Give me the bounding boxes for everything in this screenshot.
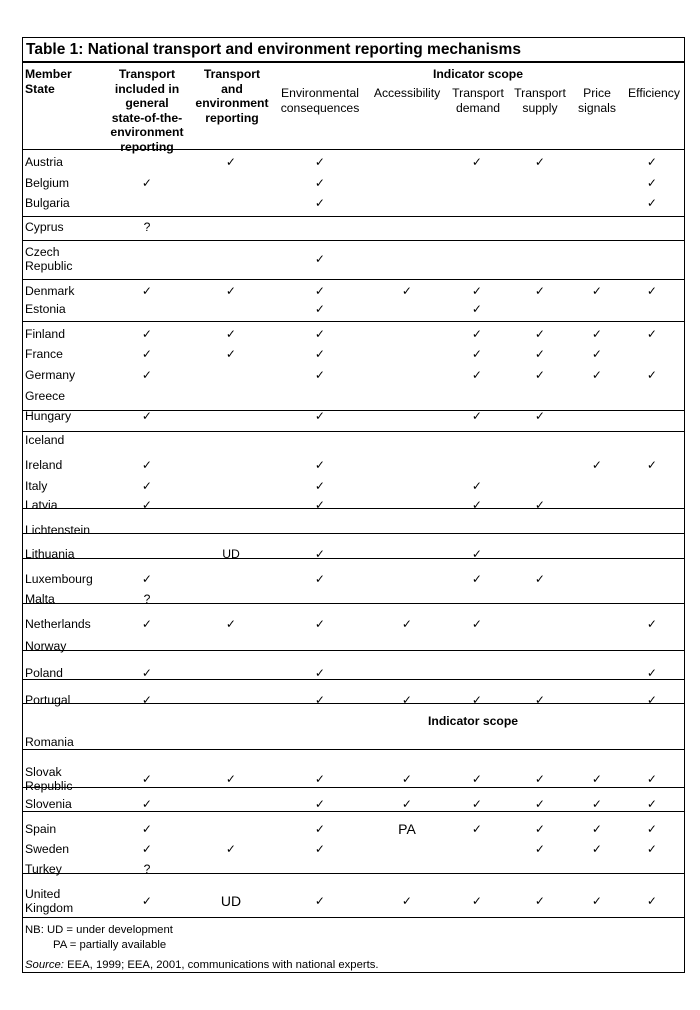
member-state-name-line: Kingdom — [25, 901, 74, 915]
row-divider — [23, 603, 684, 604]
check-mark-icon: ✓ — [141, 693, 153, 707]
header-transport-env-reporting — [191, 67, 273, 125]
check-mark-icon: ✓ — [646, 693, 658, 707]
check-mark-icon: ✓ — [141, 842, 153, 856]
row-divider — [23, 679, 684, 680]
member-state-name-line: Belgium — [25, 176, 70, 190]
check-mark-icon: ✓ — [225, 842, 237, 856]
row-divider — [23, 149, 684, 150]
member-state-name — [25, 220, 64, 234]
check-mark-icon: ✓ — [314, 176, 326, 190]
check-mark-icon: ✓ — [471, 284, 483, 298]
status-code: PA — [398, 821, 416, 837]
check-mark-icon: ✓ — [471, 409, 483, 423]
check-mark-icon: ✓ — [534, 498, 546, 512]
check-mark-icon: ✓ — [401, 617, 413, 631]
member-state-name-line: Estonia — [25, 302, 66, 316]
check-mark-icon: ✓ — [591, 458, 603, 472]
member-state-name — [25, 176, 69, 190]
row-divider — [23, 558, 684, 559]
member-state-name-line: Republic — [25, 259, 73, 273]
check-mark-icon: ✓ — [471, 347, 483, 361]
member-state-name-line: Greece — [25, 389, 65, 403]
check-mark-icon: ✓ — [314, 155, 326, 169]
member-state-name-line: Norway — [25, 639, 67, 653]
member-state-name — [25, 735, 74, 749]
header-transport-in-soe-line: state-of-the- — [111, 110, 183, 125]
check-mark-icon: ✓ — [471, 822, 483, 836]
member-state-name — [25, 389, 65, 403]
check-mark-icon: ✓ — [141, 458, 153, 472]
check-mark-icon: ✓ — [534, 368, 546, 382]
member-state-name — [25, 765, 72, 793]
row-divider — [23, 410, 684, 411]
check-mark-icon: ✓ — [314, 617, 326, 631]
check-mark-icon: ✓ — [646, 368, 658, 382]
header-environmental-consequences-line: consequences — [280, 100, 360, 115]
header-efficiency-line: Efficiency — [628, 86, 680, 100]
row-divider — [23, 650, 684, 651]
check-mark-icon: ✓ — [534, 284, 546, 298]
check-mark-icon: ✓ — [646, 797, 658, 811]
header-indicator-scope — [378, 67, 578, 82]
row-divider — [23, 811, 684, 812]
check-mark-icon: ✓ — [534, 693, 546, 707]
check-mark-icon: ✓ — [591, 772, 603, 786]
check-mark-icon: ✓ — [591, 842, 603, 856]
footnote-ud: NB: UD = under development — [25, 924, 173, 936]
member-state-name-line: Portugal — [25, 693, 71, 707]
member-state-name-line: Turkey — [25, 862, 62, 876]
row-divider — [23, 749, 684, 750]
member-state-name-line: Romania — [25, 735, 74, 749]
check-mark-icon: ✓ — [141, 572, 153, 586]
check-mark-icon: ✓ — [314, 409, 326, 423]
check-mark-icon: ✓ — [314, 894, 326, 908]
header-member-state-line: Member — [25, 67, 72, 81]
header-efficiency — [623, 86, 685, 101]
check-mark-icon: ✓ — [471, 797, 483, 811]
header-transport-in-soe-line: included in — [114, 81, 180, 96]
header-transport-env-reporting-line: Transport — [203, 67, 261, 81]
member-state-name — [25, 498, 58, 512]
member-state-name — [25, 842, 69, 856]
header-transport-env-reporting-line: reporting — [205, 110, 259, 125]
check-mark-icon: ✓ — [534, 347, 546, 361]
check-mark-icon: ✓ — [471, 772, 483, 786]
check-mark-icon: ✓ — [534, 842, 546, 856]
check-mark-icon: ✓ — [314, 327, 326, 341]
row-divider — [23, 873, 684, 874]
check-mark-icon: ✓ — [225, 284, 237, 298]
check-mark-icon: ✓ — [591, 368, 603, 382]
header-price-signals — [571, 86, 623, 115]
check-mark-icon: ✓ — [141, 666, 153, 680]
header-transport-supply-line: Transport — [514, 86, 566, 100]
member-state-name-line: Republic — [25, 779, 73, 793]
row-divider — [23, 533, 684, 534]
header-transport-in-soe-line: Transport — [118, 67, 176, 81]
member-state-name — [25, 666, 63, 680]
check-mark-icon: ✓ — [534, 409, 546, 423]
header-indicator-scope-line: Indicator scope — [432, 67, 524, 81]
header-price-signals-line: signals — [578, 100, 616, 115]
check-mark-icon: ✓ — [646, 666, 658, 680]
member-state-name-line: Malta — [25, 592, 55, 606]
row-divider — [23, 917, 684, 918]
check-mark-icon: ✓ — [314, 479, 326, 493]
member-state-name-line: Slovak — [25, 765, 62, 779]
member-state-name-line: Austria — [25, 155, 63, 169]
row-divider — [23, 703, 684, 704]
check-mark-icon: ✓ — [141, 347, 153, 361]
member-state-name-line: Czech — [25, 245, 60, 259]
check-mark-icon: ✓ — [471, 302, 483, 316]
check-mark-icon: ✓ — [534, 772, 546, 786]
check-mark-icon: ✓ — [314, 772, 326, 786]
member-state-name — [25, 347, 63, 361]
check-mark-icon: ✓ — [141, 894, 153, 908]
check-mark-icon: ✓ — [314, 693, 326, 707]
check-mark-icon: ✓ — [471, 498, 483, 512]
indicator-scope-repeat-heading: Indicator scope — [428, 714, 519, 728]
row-divider — [23, 508, 684, 509]
check-mark-icon: ✓ — [534, 572, 546, 586]
check-mark-icon: ✓ — [646, 284, 658, 298]
check-mark-icon: ✓ — [591, 347, 603, 361]
check-mark-icon: ✓ — [314, 284, 326, 298]
member-state-name-line: Luxembourg — [25, 572, 93, 586]
check-mark-icon: ✓ — [314, 347, 326, 361]
member-state-name — [25, 155, 63, 169]
member-state-name — [25, 617, 91, 631]
header-transport-demand-line: demand — [455, 100, 501, 115]
check-mark-icon: ✓ — [591, 894, 603, 908]
check-mark-icon: ✓ — [471, 155, 483, 169]
check-mark-icon: ✓ — [591, 327, 603, 341]
check-mark-icon: ✓ — [225, 155, 237, 169]
member-state-name-line: Spain — [25, 822, 57, 836]
check-mark-icon: ✓ — [646, 617, 658, 631]
member-state-name — [25, 693, 70, 707]
header-transport-demand — [447, 86, 509, 115]
member-state-name — [25, 302, 66, 316]
member-state-name — [25, 523, 90, 537]
check-mark-icon: ✓ — [646, 327, 658, 341]
check-mark-icon: ✓ — [401, 894, 413, 908]
member-state-name-line: Bulgaria — [25, 196, 70, 210]
header-transport-in-soe-line: general — [125, 96, 169, 110]
member-state-name-line: Italy — [25, 479, 48, 493]
header-transport-demand-line: Transport — [452, 86, 504, 100]
member-state-name-line: Latvia — [25, 498, 58, 512]
member-state-name-line: United — [25, 887, 61, 901]
header-environmental-consequences-line: Environmental — [281, 86, 359, 100]
member-state-name — [25, 368, 75, 382]
check-mark-icon: ✓ — [646, 842, 658, 856]
table-title: Table 1: National transport and environment reporting mechanisms — [23, 38, 684, 62]
check-mark-icon: ✓ — [646, 196, 658, 210]
check-mark-icon: ✓ — [646, 458, 658, 472]
check-mark-icon: ✓ — [471, 368, 483, 382]
footnote-source — [25, 958, 379, 972]
check-mark-icon: ✓ — [646, 894, 658, 908]
check-mark-icon: ✓ — [534, 797, 546, 811]
status-code: UD — [220, 893, 242, 909]
check-mark-icon: ✓ — [314, 842, 326, 856]
check-mark-icon: ✓ — [141, 368, 153, 382]
header-member-state — [25, 67, 105, 96]
member-state-name-line: France — [25, 347, 63, 361]
check-mark-icon: ✓ — [534, 155, 546, 169]
row-divider — [23, 431, 684, 432]
check-mark-icon: ✓ — [401, 284, 413, 298]
header-environmental-consequences — [275, 86, 365, 115]
check-mark-icon: ✓ — [646, 772, 658, 786]
check-mark-icon: ✓ — [225, 347, 237, 361]
check-mark-icon: ✓ — [141, 822, 153, 836]
check-mark-icon: ✓ — [141, 327, 153, 341]
row-divider — [23, 216, 684, 217]
row-divider — [23, 787, 684, 788]
member-state-name-line: Sweden — [25, 842, 70, 856]
check-mark-icon: ✓ — [314, 458, 326, 472]
check-mark-icon: ✓ — [646, 176, 658, 190]
header-transport-in-soe-line: reporting — [120, 139, 174, 154]
check-mark-icon: ✓ — [141, 176, 153, 190]
check-mark-icon: ✓ — [471, 479, 483, 493]
check-mark-icon: ✓ — [225, 327, 237, 341]
check-mark-icon: ✓ — [314, 822, 326, 836]
check-mark-icon: ✓ — [471, 547, 483, 561]
check-mark-icon: ✓ — [534, 894, 546, 908]
check-mark-icon: ✓ — [314, 572, 326, 586]
check-mark-icon: ✓ — [314, 302, 326, 316]
check-mark-icon: ✓ — [471, 894, 483, 908]
source-text: EEA, 1999; EEA, 2001, communications with national experts. — [63, 959, 379, 971]
check-mark-icon: ✓ — [314, 547, 326, 561]
table-document — [22, 37, 685, 973]
check-mark-icon: ✓ — [471, 572, 483, 586]
header-transport-supply-line: supply — [522, 100, 558, 115]
check-mark-icon: ✓ — [225, 617, 237, 631]
check-mark-icon: ✓ — [141, 772, 153, 786]
member-state-name-line: Lichtenstein — [25, 523, 91, 537]
check-mark-icon: ✓ — [591, 822, 603, 836]
member-state-name — [25, 479, 47, 493]
member-state-name-line: Lithuania — [25, 547, 75, 561]
check-mark-icon: ✓ — [141, 284, 153, 298]
member-state-name — [25, 409, 71, 423]
member-state-name-line: Ireland — [25, 458, 63, 472]
check-mark-icon: ✓ — [534, 822, 546, 836]
row-divider — [23, 240, 684, 241]
check-mark-icon: ✓ — [314, 368, 326, 382]
member-state-name-line: Slovenia — [25, 797, 72, 811]
unknown-mark: ? — [143, 220, 151, 234]
unknown-mark: ? — [143, 862, 151, 876]
member-state-name-line: Cyprus — [25, 220, 64, 234]
status-code: UD — [222, 547, 240, 561]
member-state-name — [25, 433, 64, 447]
member-state-name — [25, 822, 56, 836]
header-transport-supply — [509, 86, 571, 115]
check-mark-icon: ✓ — [591, 797, 603, 811]
member-state-name — [25, 887, 73, 915]
member-state-name-line: Finland — [25, 327, 65, 341]
member-state-name — [25, 196, 70, 210]
check-mark-icon: ✓ — [141, 498, 153, 512]
member-state-name-line: Netherlands — [25, 617, 91, 631]
check-mark-icon: ✓ — [471, 693, 483, 707]
member-state-name — [25, 245, 72, 273]
member-state-name — [25, 797, 72, 811]
check-mark-icon: ✓ — [141, 409, 153, 423]
member-state-name-line: Denmark — [25, 284, 75, 298]
header-accessibility — [367, 86, 447, 101]
check-mark-icon: ✓ — [591, 284, 603, 298]
check-mark-icon: ✓ — [646, 822, 658, 836]
check-mark-icon: ✓ — [471, 327, 483, 341]
check-mark-icon: ✓ — [314, 666, 326, 680]
check-mark-icon: ✓ — [314, 498, 326, 512]
member-state-name-line: Iceland — [25, 433, 65, 447]
check-mark-icon: ✓ — [401, 772, 413, 786]
unknown-mark: ? — [143, 592, 151, 606]
member-state-name-line: Germany — [25, 368, 76, 382]
member-state-name — [25, 327, 65, 341]
source-label: Source: — [25, 959, 64, 971]
check-mark-icon: ✓ — [314, 252, 326, 266]
check-mark-icon: ✓ — [314, 196, 326, 210]
header-price-signals-line: Price — [583, 86, 611, 100]
header-accessibility-line: Accessibility — [373, 86, 441, 100]
header-member-state-line: State — [25, 81, 55, 96]
member-state-name-line: Poland — [25, 666, 63, 680]
header-transport-in-soe-line: environment — [110, 125, 184, 139]
check-mark-icon: ✓ — [225, 772, 237, 786]
check-mark-icon: ✓ — [314, 797, 326, 811]
check-mark-icon: ✓ — [534, 327, 546, 341]
member-state-name — [25, 572, 93, 586]
header-transport-in-soe — [107, 67, 187, 154]
row-divider — [23, 321, 684, 322]
check-mark-icon: ✓ — [141, 479, 153, 493]
header-transport-env-reporting-line: environment — [195, 96, 269, 110]
check-mark-icon: ✓ — [401, 693, 413, 707]
check-mark-icon: ✓ — [646, 155, 658, 169]
check-mark-icon: ✓ — [141, 617, 153, 631]
member-state-name — [25, 458, 62, 472]
member-state-name — [25, 284, 74, 298]
header-transport-env-reporting-line: and — [221, 81, 243, 96]
row-divider — [23, 62, 684, 63]
member-state-name-line: Hungary — [25, 409, 72, 423]
footnote-pa: PA = partially available — [53, 939, 167, 951]
check-mark-icon: ✓ — [471, 617, 483, 631]
check-mark-icon: ✓ — [141, 797, 153, 811]
row-divider — [23, 279, 684, 280]
check-mark-icon: ✓ — [401, 797, 413, 811]
